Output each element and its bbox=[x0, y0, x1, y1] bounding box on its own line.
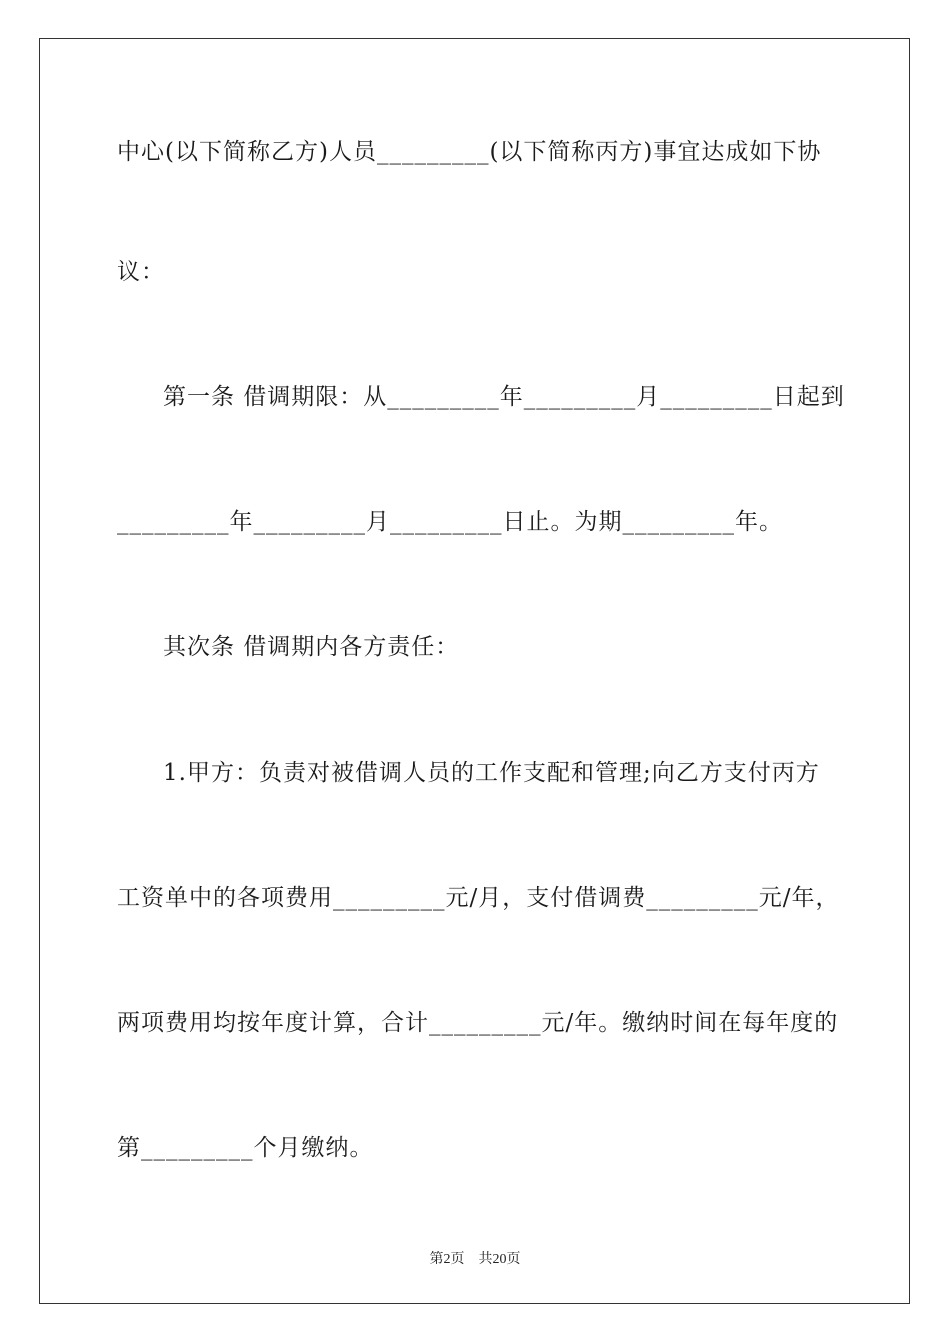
clause-1-line-2: 工资单中的各项费用_________元/月，支付借调费_________元/年， bbox=[117, 885, 840, 911]
article-2-heading: 其次条 借调期内各方责任： bbox=[163, 634, 460, 660]
page-border bbox=[39, 38, 910, 1304]
article-1-line-1: 第一条 借调期限：从_________年_________月_________日起到 bbox=[163, 384, 845, 410]
text-line-2: 议： bbox=[117, 259, 165, 285]
page-total: 共20页 bbox=[478, 1252, 521, 1267]
page-footer bbox=[0, 1248, 950, 1268]
clause-1-line-1: 1.甲方：负责对被借调人员的工作支配和管理;向乙方支付丙方 bbox=[163, 760, 820, 786]
text-line-1: 中心(以下简称乙方)人员_________(以下简称丙方)事宜达成如下协 bbox=[117, 139, 822, 165]
clause-1-line-4: 第_________个月缴纳。 bbox=[117, 1135, 374, 1161]
page-number: 第2页 bbox=[429, 1252, 465, 1267]
article-1-line-2: _________年_________月_________日止。为期_________年。 bbox=[117, 509, 783, 535]
clause-1-line-3: 两项费用均按年度计算，合计_________元/年。缴纳时间在每年度的 bbox=[117, 1010, 839, 1036]
